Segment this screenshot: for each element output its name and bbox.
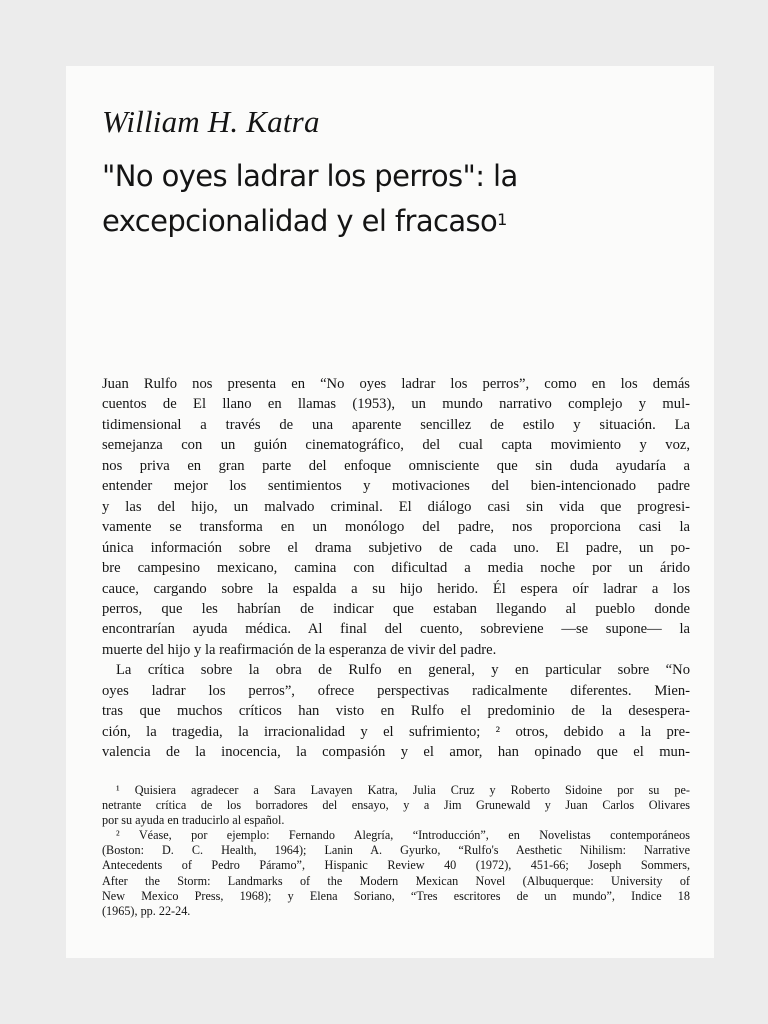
footnote-line: netrante crítica de los borradores del ensayo, y a Jim Grunewald y Juan Carlos Olivares <box>102 798 690 813</box>
title-footnote-mark: 1 <box>497 210 507 229</box>
body-line: entender mejor los sentimientos y motivaciones del bien-intencionado padre <box>102 478 690 495</box>
body-line: Juan Rulfo nos presenta en “No oyes ladrar los perros”, como en los demás <box>102 376 690 392</box>
footnote-line: (Boston: D. C. Health, 1964); Lanin A. Gyurko, “Rulfo's Aesthetic Nihilism: Narrative <box>102 843 690 858</box>
body-line: encontrarían ayuda médica. Al final del cuento, sobreviene —se supone— la <box>102 621 690 638</box>
footnote-line: Antecedents of Pedro Páramo”, Hispanic Review 40 (1972), 451-66; Joseph Sommers, <box>102 858 690 873</box>
title-line-1: "No oyes ladrar los perros": la <box>102 159 518 193</box>
footnote-line: (1965), pp. 22-24. <box>102 903 191 918</box>
body-line: vamente se transforma en un monólogo del padre, nos proporciona casi la <box>102 519 690 536</box>
footnote-line: ¹ Quisiera agradecer a Sara Lavayen Katra, Julia Cruz y Roberto Sidoine por su pe- <box>116 783 690 797</box>
body-line: ción, la tragedia, la irracionalidad y el sufrimiento; ² otros, debido a la pre- <box>102 723 690 740</box>
body-line: tidimensional a través de una aparente sencillez de estilo y situación. La <box>102 416 690 433</box>
footnote-line: After the Storm: Landmarks of the Modern Mexican Novel (Albuquerque: University of <box>102 873 690 888</box>
footnote-line: New Mexico Press, 1968); y Elena Soriano, “Tres escritores de un mundo”, Indice 18 <box>102 888 690 903</box>
body-line: y las del hijo, un malvado criminal. El diálogo casi sin vida que progresi- <box>102 498 690 515</box>
footnote-line: ² Véase, por ejemplo: Fernando Alegría, “Introducción”, en Novelistas contemporáneos <box>116 828 690 843</box>
footnote-line: por su ayuda en traducirlo al español. <box>102 813 285 828</box>
body-line: oyes ladrar los perros”, ofrece perspectivas radicalmente diferentes. Mien- <box>102 682 690 699</box>
body-line: tras que muchos críticos han visto en Rulfo el predominio de la desespera- <box>102 703 690 720</box>
body-line: La crítica sobre la obra de Rulfo en general, y en particular sobre “No <box>116 662 690 679</box>
body-line: cuentos de El llano en llamas (1953), un mundo narrativo complejo y mul- <box>102 396 690 413</box>
body-line: bre campesino mexicano, camina con dificultad a media noche por un árido <box>102 560 690 577</box>
body-line: valencia de la inocencia, la compasión y el amor, han opinado que el mun- <box>102 744 690 761</box>
body-line: perros, que les habrían de indicar que estaban llegando al pueblo donde <box>102 600 690 617</box>
body-text <box>102 374 690 763</box>
footnotes <box>102 783 690 919</box>
body-line: muerte del hijo y la reafirmación de la esperanza de vivir del padre. <box>102 641 497 658</box>
article-title <box>102 154 662 244</box>
body-line: semejanza con un guión cinematográfico, del cual capta movimiento y voz, <box>102 437 690 454</box>
body-line: única información sobre el drama subjetivo de cada uno. El padre, un po- <box>102 539 690 556</box>
body-line: cauce, cargando sobre la espalda a su hijo herido. Él espera oír ladrar a los <box>102 580 690 597</box>
title-line-2: excepcionalidad y el fracaso <box>102 204 498 238</box>
body-line: nos priva en gran parte del enfoque omnisciente que sin duda ayudaría a <box>102 457 690 474</box>
author-name: William H. Katra <box>102 104 320 139</box>
